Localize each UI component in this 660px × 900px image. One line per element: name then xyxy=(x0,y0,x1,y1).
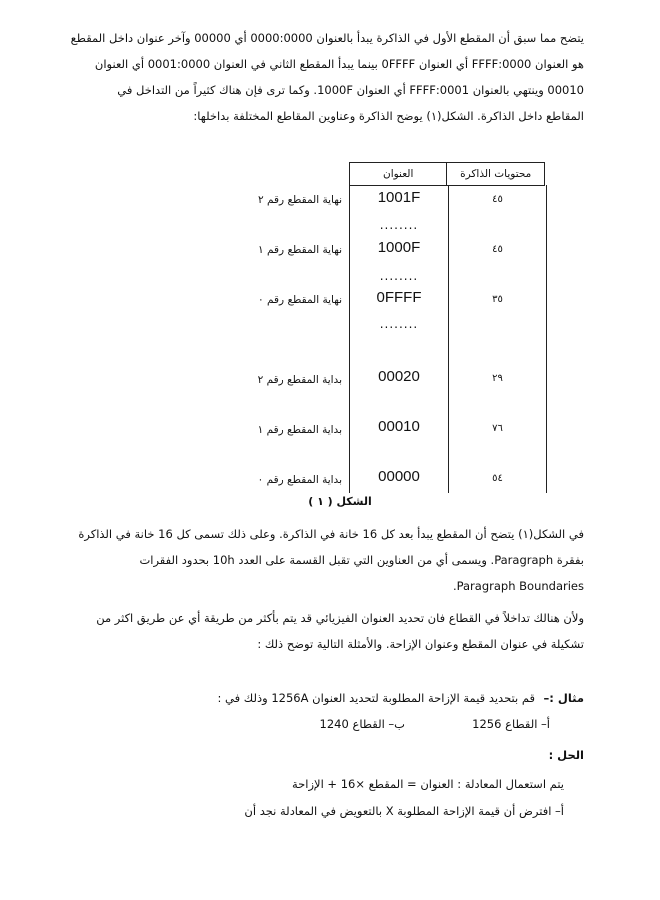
example-option-a: أ– القطاع 1256 xyxy=(472,717,550,731)
solution-step-a: أ– افترض أن قيمة الإزاحة المطلوبة X بالتعويض في المعادلة نجد أن xyxy=(244,804,564,818)
segment-label: بداية المقطع رقم ٢ xyxy=(257,374,342,386)
contents-column-header: محتويات الذاكرة xyxy=(447,163,545,186)
overlap-paragraph xyxy=(96,605,584,657)
text-line: المقاطع داخل الذاكرة. الشكل(١) يوضح الذاكرة وعناوين المقاطع المختلفة بداخلها: xyxy=(193,109,584,123)
content-cell: ٤٥ xyxy=(492,244,503,255)
address-cell: 00000 xyxy=(378,468,420,485)
ellipsis: ........ xyxy=(379,218,419,232)
content-cell: ٤٥ xyxy=(492,194,503,205)
example-text: قم بتحديد قيمة الإزاحة المطلوبة لتحديد العنوان 1256A وذلك في : xyxy=(217,691,535,705)
paragraph-definition xyxy=(78,521,584,599)
content-cell: ٥٤ xyxy=(492,473,503,484)
intro-paragraph xyxy=(70,25,584,129)
text-line: بفقرة Paragraph. ويسمى أي من العناوين التي تقبل القسمة على العدد 10h بحدود الفقرات xyxy=(139,553,584,567)
column-divider xyxy=(448,185,449,493)
address-cell: 00010 xyxy=(378,418,420,435)
text-line: في الشكل(١) يتضح أن المقطع يبدأ بعد كل 16 خانة في الذاكرة. وعلى ذلك تسمى كل 16 خانة في الذاكرة xyxy=(78,527,584,541)
content-cell: ٢٩ xyxy=(492,373,503,384)
text-line: تشكيلة في عنوان المقطع وعنوان الإزاحة. والأمثلة التالية توضح ذلك : xyxy=(257,637,584,651)
memory-table-body xyxy=(349,185,547,493)
text-line: يتضح مما سبق أن المقطع الأول في الذاكرة يبدأ بالعنوان 0000:0000 أي 00000 وآخر عنوان داخل المقطع xyxy=(70,31,584,45)
example-heading: مثال :– xyxy=(543,691,584,705)
segment-label: بداية المقطع رقم ١ xyxy=(257,424,342,436)
example-option-b: ب– القطاع 1240 xyxy=(319,717,405,731)
ellipsis: ........ xyxy=(379,317,419,331)
text-line: ولأن هنالك تداخلاً في القطاع فان تحديد العنوان الفيزيائي قد يتم بأكثر من طريقة أي عن طريق اكثر من xyxy=(96,611,584,625)
address-cell: 1000F xyxy=(377,239,421,256)
address-cell: 0FFFF xyxy=(376,289,422,306)
text-line: 00010 وينتهي بالعنوان 0001:FFFF أي العنوان 1000F. وكما ترى فإن هناك كثيراً من التداخل في xyxy=(117,83,584,97)
figure-caption: الشكل ( ١ ) xyxy=(308,495,372,508)
memory-table-header xyxy=(349,162,545,186)
content-cell: ٣٥ xyxy=(492,294,503,305)
address-cell: 00020 xyxy=(378,368,420,385)
address-column-header: العنوان xyxy=(350,163,447,186)
text-line: Paragraph Boundaries. xyxy=(452,579,584,593)
segment-label: نهاية المقطع رقم ٠ xyxy=(258,294,342,306)
address-cell: 1001F xyxy=(377,189,421,206)
segment-label: نهاية المقطع رقم ١ xyxy=(258,244,342,256)
content-cell: ٧٦ xyxy=(492,423,503,434)
solution-equation: يتم استعمال المعادلة : العنوان = المقطع ×16 + الإزاحة xyxy=(292,777,564,791)
text-line: هو العنوان 0000:FFFF أي العنوان 0FFFF بينما يبدأ المقطع الثاني في العنوان 0001:0000 أي العنوان xyxy=(94,57,584,71)
solution-heading: الحل : xyxy=(548,748,584,762)
segment-label: نهاية المقطع رقم ٢ xyxy=(258,194,342,206)
ellipsis: ........ xyxy=(379,269,419,283)
segment-label: بداية المقطع رقم ٠ xyxy=(257,474,342,486)
